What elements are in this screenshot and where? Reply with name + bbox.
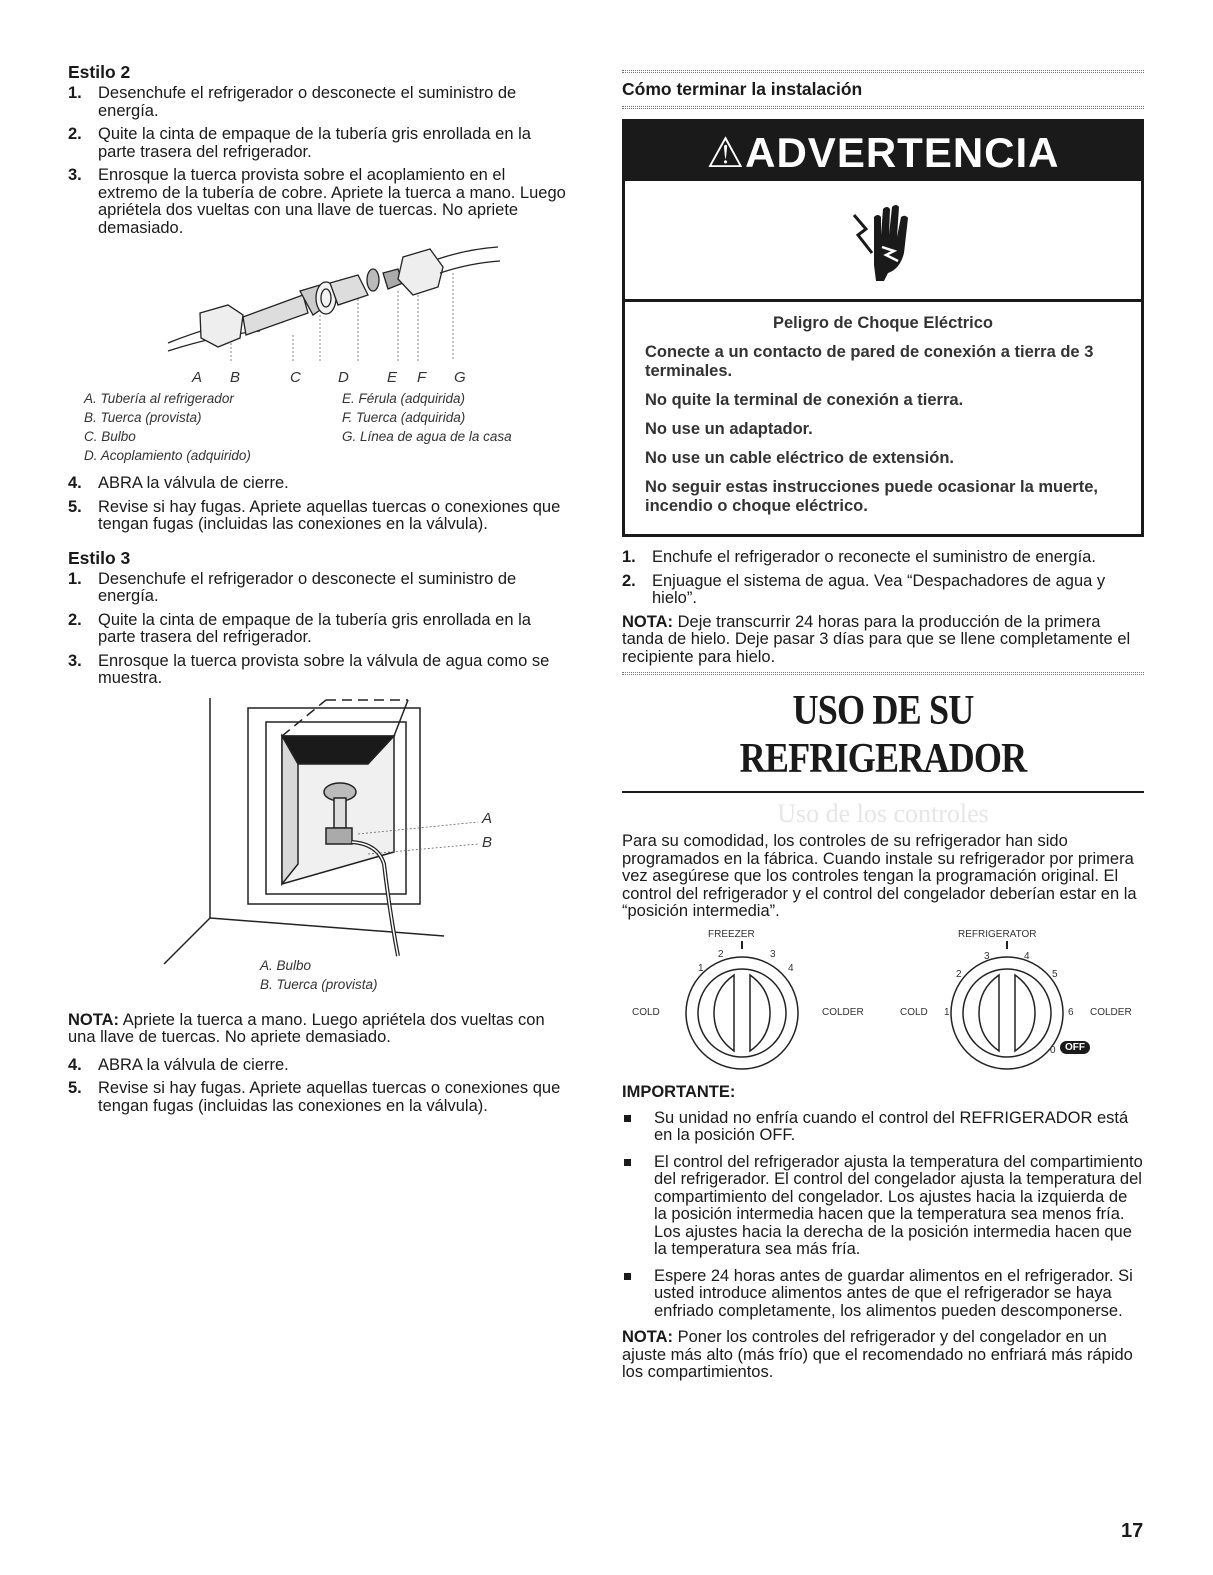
left-column (68, 62, 568, 1121)
dial-number: 4 (1024, 950, 1030, 962)
estilo2-steps (68, 85, 568, 237)
estilo3-steps-continued (68, 1057, 568, 1116)
right-column (622, 62, 1144, 1382)
list-item: 5. Revise si hay fugas. Apriete aquellas tuercas o conexiones que tengan fugas (incluidas las conexiones en la válvula). (68, 1079, 561, 1115)
estilo3-heading: Estilo 3 (68, 547, 131, 568)
estilo2-legend (68, 389, 568, 469)
list-item: Espere 24 horas antes de guardar alimentos en el refrigerador. Si usted introduce alimentos antes de que el refrigerador se haya enfriado completamente, los alimentos pueden descomponerse. (622, 1268, 1144, 1321)
bullet-icon (624, 1273, 631, 1280)
water-valve-drawing (68, 694, 528, 994)
intro-paragraph: Para su comodidad, los controles de su refrigerador han sido programados en la fábrica. Cuando instale su refrigerador por primera vez asegúrese que los controles tengan la programación original. El control del refrigerador y el control del congelador deberían estar en la “posición intermedia”. (622, 832, 1137, 920)
figure-letter: G (454, 369, 466, 386)
dials-drawing (622, 929, 1144, 1089)
warning-line: No seguir estas instrucciones puede ocasionar la muerte, incendio o choque eléctrico. (645, 478, 1098, 515)
dial-number: 4 (788, 962, 794, 974)
subtitle: Uso de los controles (777, 799, 989, 828)
freezer-label: FREEZER (708, 928, 755, 940)
main-title: USO DE SU REFRIGERADOR (739, 688, 1027, 782)
warning-triangle-icon: ⚠ (706, 129, 746, 176)
section-heading: Cómo terminar la instalación (622, 79, 863, 99)
bullet-icon (624, 1159, 631, 1166)
legend-item: C. Bulbo (84, 429, 136, 444)
refrigerator-label: REFRIGERATOR (958, 928, 1037, 940)
list-item: 2. Quite la cinta de empaque de la tubería gris enrollada en la parte trasera del refrigerador. (68, 610, 531, 646)
dial-number: 6 (1068, 1006, 1074, 1018)
figure-letter: F (417, 369, 427, 386)
freezer-cold-label: COLD (632, 1006, 660, 1018)
electrical-shock-hand-icon (625, 181, 1141, 302)
control-dials (622, 929, 1144, 1089)
list-item: 3. Enrosque la tuerca provista sobre la válvula de agua como se muestra. (68, 651, 550, 687)
estilo2-heading: Estilo 2 (68, 62, 131, 82)
refrigerator-cold-label: COLD (900, 1006, 928, 1018)
importante-list (622, 1110, 1144, 1321)
warning-header (625, 122, 1141, 181)
list-item: 4. ABRA la válvula de cierre. (68, 474, 289, 492)
warning-line: No use un cable eléctrico de extensión. (645, 449, 955, 467)
title-rule (622, 791, 1144, 793)
refrigerator-colder-label: COLDER (1090, 1006, 1132, 1018)
figure-letter: A (482, 809, 493, 827)
figure-letter: E (387, 369, 398, 386)
list-item: 1. Desenchufe el refrigerador o desconecte el suministro de energía. (68, 569, 517, 605)
list-item: 2. Enjuague el sistema de agua. Vea “Despachadores de agua y hielo”. (622, 571, 1106, 607)
dial-number: 3 (984, 950, 990, 962)
dial-number: 2 (718, 948, 724, 960)
final-note: NOTA: Poner los controles del refrigerador y del congelador en un ajuste más alto (más frío) que el recomendado no enfriará más rápido los compartimientos. (622, 1328, 1133, 1381)
list-item: 4. ABRA la válvula de cierre. (68, 1055, 289, 1074)
legend-item: A. Bulbo (260, 957, 312, 973)
dial-number: 0 (1050, 1044, 1056, 1056)
list-item: 5. Revise si hay fugas. Apriete aquellas tuercas o conexiones que tengan fugas (incluidas las conexiones en la válvula). (68, 497, 561, 533)
freezer-colder-label: COLDER (822, 1006, 864, 1018)
list-item: El control del refrigerador ajusta la temperatura del compartimiento del refrigerador. El control del congelador ajusta la temperatura del compartimiento del congelador. Los ajustes hacia la izquierda de la posición intermedia hacen que la temperatura sea menos fría. Los ajustes hacia la derecha de la posición intermedia hacen que la temperatura sea más fría. (622, 1154, 1144, 1259)
legend-item: B. Tuerca (provista) (84, 410, 202, 425)
list-item: 1. Enchufe el refrigerador o reconecte el suministro de energía. (622, 548, 1096, 566)
estilo3-legend (68, 958, 568, 998)
water-valve-illustration (68, 694, 568, 994)
estilo3-steps (68, 571, 568, 688)
pipe-fitting-drawing (68, 243, 568, 371)
dial-number: 1 (944, 1006, 950, 1018)
list-item: Su unidad no enfría cuando el control del REFRIGERADOR está en la posición OFF. (622, 1110, 1144, 1145)
warning-box (622, 119, 1144, 537)
page-number: 17 (1121, 1520, 1144, 1542)
figure-letter: A (192, 369, 203, 386)
figure-letter: C (290, 369, 301, 386)
warning-line: Peligro de Choque Eléctrico (772, 314, 994, 332)
legend-item: G. Línea de agua de la casa (342, 429, 512, 444)
warning-body (625, 302, 1141, 534)
warning-title: ADVERTENCIA (745, 129, 1060, 176)
legend-item: A. Tubería al refrigerador (84, 391, 234, 406)
estilo2-steps-continued (68, 475, 568, 534)
estilo3-note: NOTA: Apriete la tuerca a mano. Luego apriétela dos vueltas con una llave de tuercas. No apriete demasiado. (68, 1010, 545, 1046)
dial-number: 5 (1052, 968, 1058, 980)
divider (622, 70, 1144, 73)
figure-letter: B (230, 369, 241, 386)
legend-item: E. Férula (adquirida) (342, 391, 466, 406)
bullet-icon (624, 1115, 631, 1122)
shock-hand-drawing (848, 195, 918, 285)
list-item: 2. Quite la cinta de empaque de la tubería gris enrollada en la parte trasera del refrigerador. (68, 125, 531, 161)
figure-letter: B (482, 833, 493, 851)
list-item: 1. Desenchufe el refrigerador o desconecte el suministro de energía. (68, 84, 517, 120)
legend-item: F. Tuerca (adquirida) (342, 410, 466, 425)
importante-heading: IMPORTANTE: (622, 1082, 736, 1101)
warning-line: No use un adaptador. (645, 420, 813, 438)
off-badge: OFF (1060, 1041, 1090, 1054)
divider (622, 672, 1144, 675)
legend-item: D. Acoplamiento (adquirido) (84, 448, 251, 463)
dial-number: 1 (698, 962, 704, 974)
dial-number: 2 (956, 968, 962, 980)
estilo2-figure-letters (68, 371, 568, 389)
figure-letter: D (338, 369, 349, 386)
legend-item: B. Tuerca (provista) (260, 976, 378, 992)
pipe-fitting-illustration (68, 243, 568, 371)
warning-line: Conecte a un contacto de pared de conexión a tierra de 3 terminales. (645, 343, 1094, 380)
list-item: 3. Enrosque la tuerca provista sobre el acoplamiento en el extremo de la tubería de cobre. Apriete la tuerca a mano. Luego apriétela dos vueltas con una llave de tuercas. No apriete demasiado. (68, 166, 566, 237)
dial-number: 3 (770, 948, 776, 960)
divider (622, 106, 1144, 109)
finish-steps (622, 549, 1144, 608)
finish-note: NOTA: Deje transcurrir 24 horas para la producción de la primera tanda de hielo. Deje pasar 3 días para que se llene completamente el recipiente para hielo. (622, 612, 1131, 666)
warning-line: No quite la terminal de conexión a tierra. (645, 391, 964, 409)
